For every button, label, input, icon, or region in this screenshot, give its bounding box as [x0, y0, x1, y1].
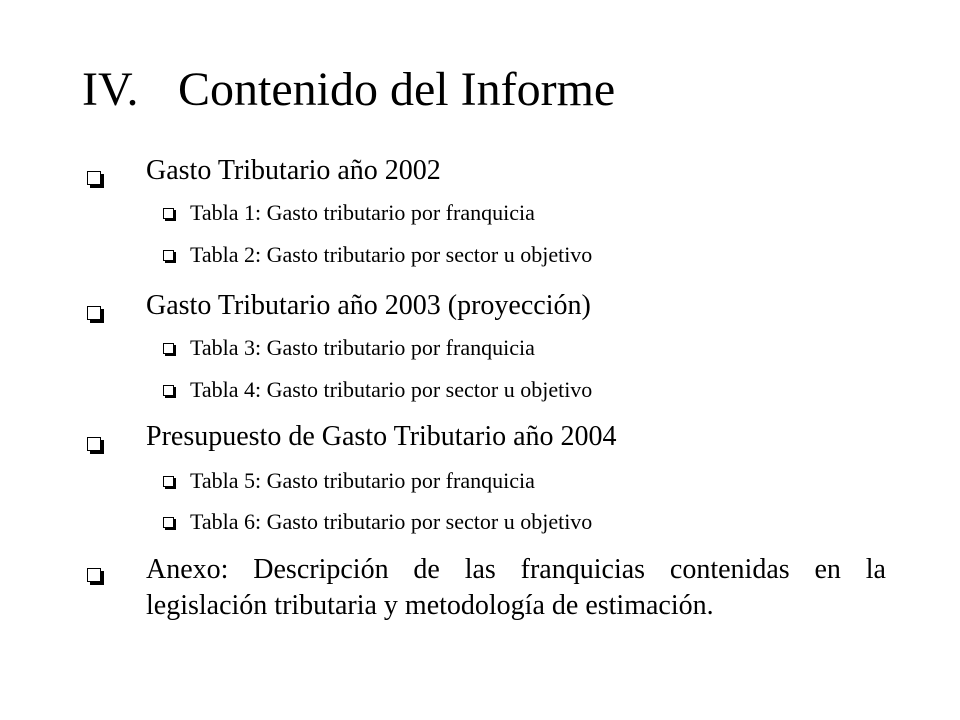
square-bullet-icon [163, 476, 174, 487]
title-text: Contenido del Informe [178, 63, 616, 116]
section-heading: Gasto Tributario año 2003 (proyección) [146, 290, 591, 321]
square-bullet-icon [87, 171, 101, 185]
annex-paragraph: Anexo: Descripción de las franquicias contenidas en la legislación tributaria y metodología de estimación. [146, 554, 886, 621]
list-item: Tabla 2: Gasto tributario por sector u objetivo [190, 242, 593, 267]
list-item: Tabla 4: Gasto tributario por sector u objetivo [190, 377, 593, 402]
square-bullet-icon [163, 250, 174, 261]
list-item: Tabla 6: Gasto tributario por sector u objetivo [190, 509, 593, 534]
square-bullet-icon [163, 385, 174, 396]
square-bullet-icon [163, 208, 174, 219]
list-item: Tabla 3: Gasto tributario por franquicia [190, 335, 535, 360]
square-bullet-icon [163, 517, 174, 528]
section-heading: Gasto Tributario año 2002 [146, 155, 441, 186]
square-bullet-icon [87, 437, 101, 451]
title-number: IV. [82, 63, 139, 116]
list-item: Tabla 1: Gasto tributario por franquicia [190, 200, 535, 225]
square-bullet-icon [87, 568, 101, 582]
square-bullet-icon [163, 343, 174, 354]
square-bullet-icon [87, 306, 101, 320]
list-item: Tabla 5: Gasto tributario por franquicia [190, 468, 535, 493]
slide-title [82, 62, 615, 118]
section-heading: Presupuesto de Gasto Tributario año 2004 [146, 421, 617, 452]
